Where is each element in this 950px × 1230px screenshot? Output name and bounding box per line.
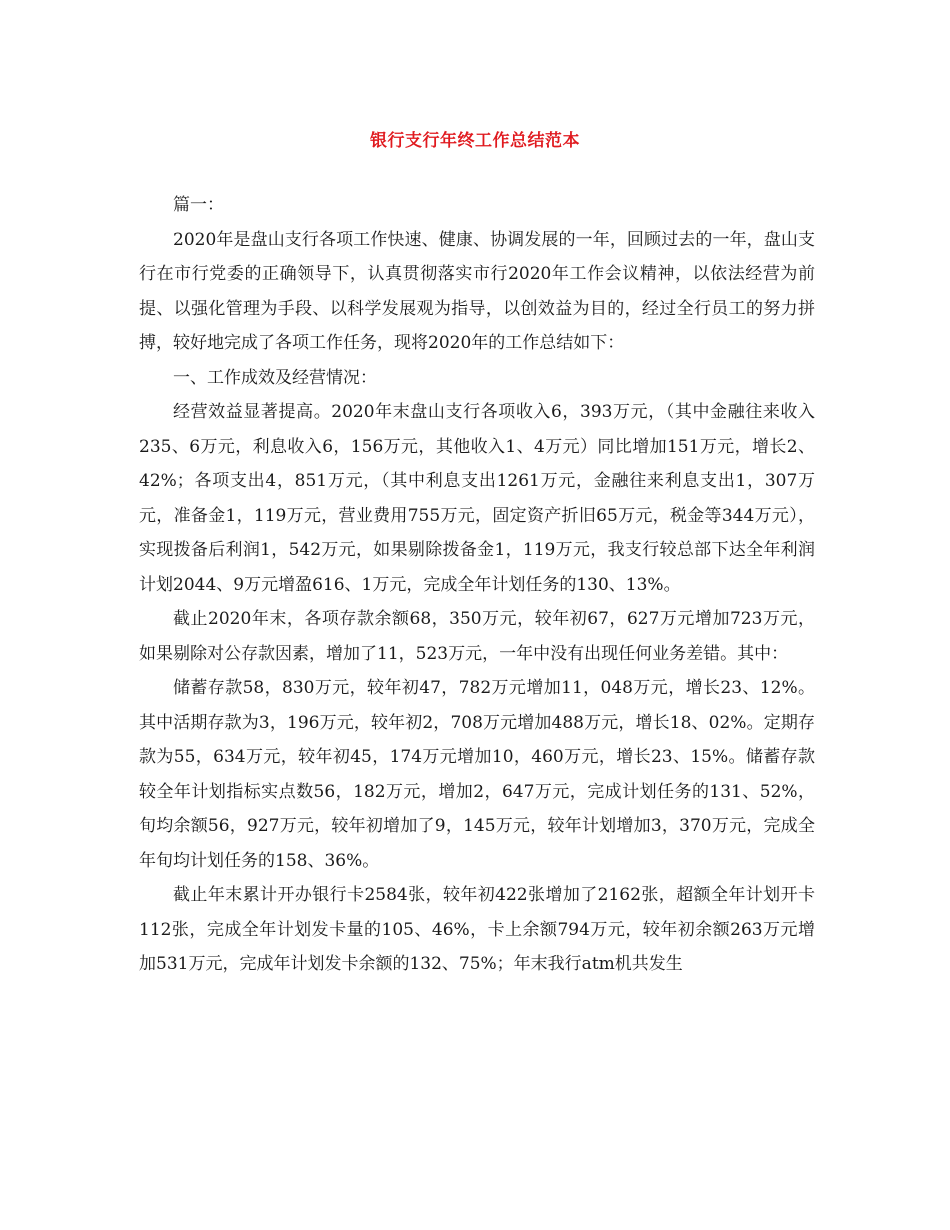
document-body: [139, 188, 815, 982]
section-heading-results: 一、工作成效及经营情况：: [173, 367, 377, 388]
document-title: 银行支行年终工作总结范本: [370, 131, 580, 151]
paragraph-profit: 经营效益显著提高。2020年末盘山支行各项收入6，393万元，（其中金融往来收入235、6万元，利息收入6，156万元，其他收入1、4万元）同比增加151万元，增长2、42%；各项支出4，851万元，（其中利息支出1261万元，金融往来利息支出1，307万元，准备金1，119万元，营业费用755万元，固定资产折旧65万元，税金等344万元），实现拨备后利润1，542万元，如果剔除拨备金1，119万元，我支行较总部下达全年利润计划2044、9万元增盈616、1万元，完成全年计划任务的130、13%。: [139, 402, 815, 595]
section-heading-part-one: 篇一：: [173, 195, 224, 215]
paragraph-intro: 2020年是盘山支行各项工作快速、健康、协调发展的一年，回顾过去的一年，盘山支行在市行党委的正确领导下，认真贯彻落实市行2020年工作会议精神，以依法经营为前提、以强化管理为手段、以科学发展观为指导，以创效益为目的，经过全行员工的努力拼搏，较好地完成了各项工作任务，现将2020年的工作总结如下：: [139, 229, 815, 353]
paragraph-deposits: 截止2020年末，各项存款余额68，350万元，较年初67，627万元增加723万元，如果剔除对公存款因素，增加了11，523万元，一年中没有出现任何业务差错。其中：: [139, 609, 815, 664]
paragraph-bank-cards: 截止年末累计开办银行卡2584张，较年初422张增加了2162张，超额全年计划开卡112张，完成全年计划发卡量的105、46%，卡上余额794万元，较年初余额263万元增加531万元，完成年计划发卡余额的132、75%；年末我行atm机共发生: [139, 885, 815, 974]
paragraph-savings: 储蓄存款58，830万元，较年初47，782万元增加11，048万元，增长23、12%。其中活期存款为3，196万元，较年初2，708万元增加488万元，增长18、02%。定期存款为55，634万元，较年初45，174万元增加10，460万元，增长23、15%。储蓄存款较全年计划指标实点数56，182万元，增加2，647万元，完成计划任务的131、52%，旬均余额56，927万元，较年初增加了9，145万元，较年计划增加3，370万元，完成全年旬均计划任务的158、36%。: [139, 678, 815, 871]
